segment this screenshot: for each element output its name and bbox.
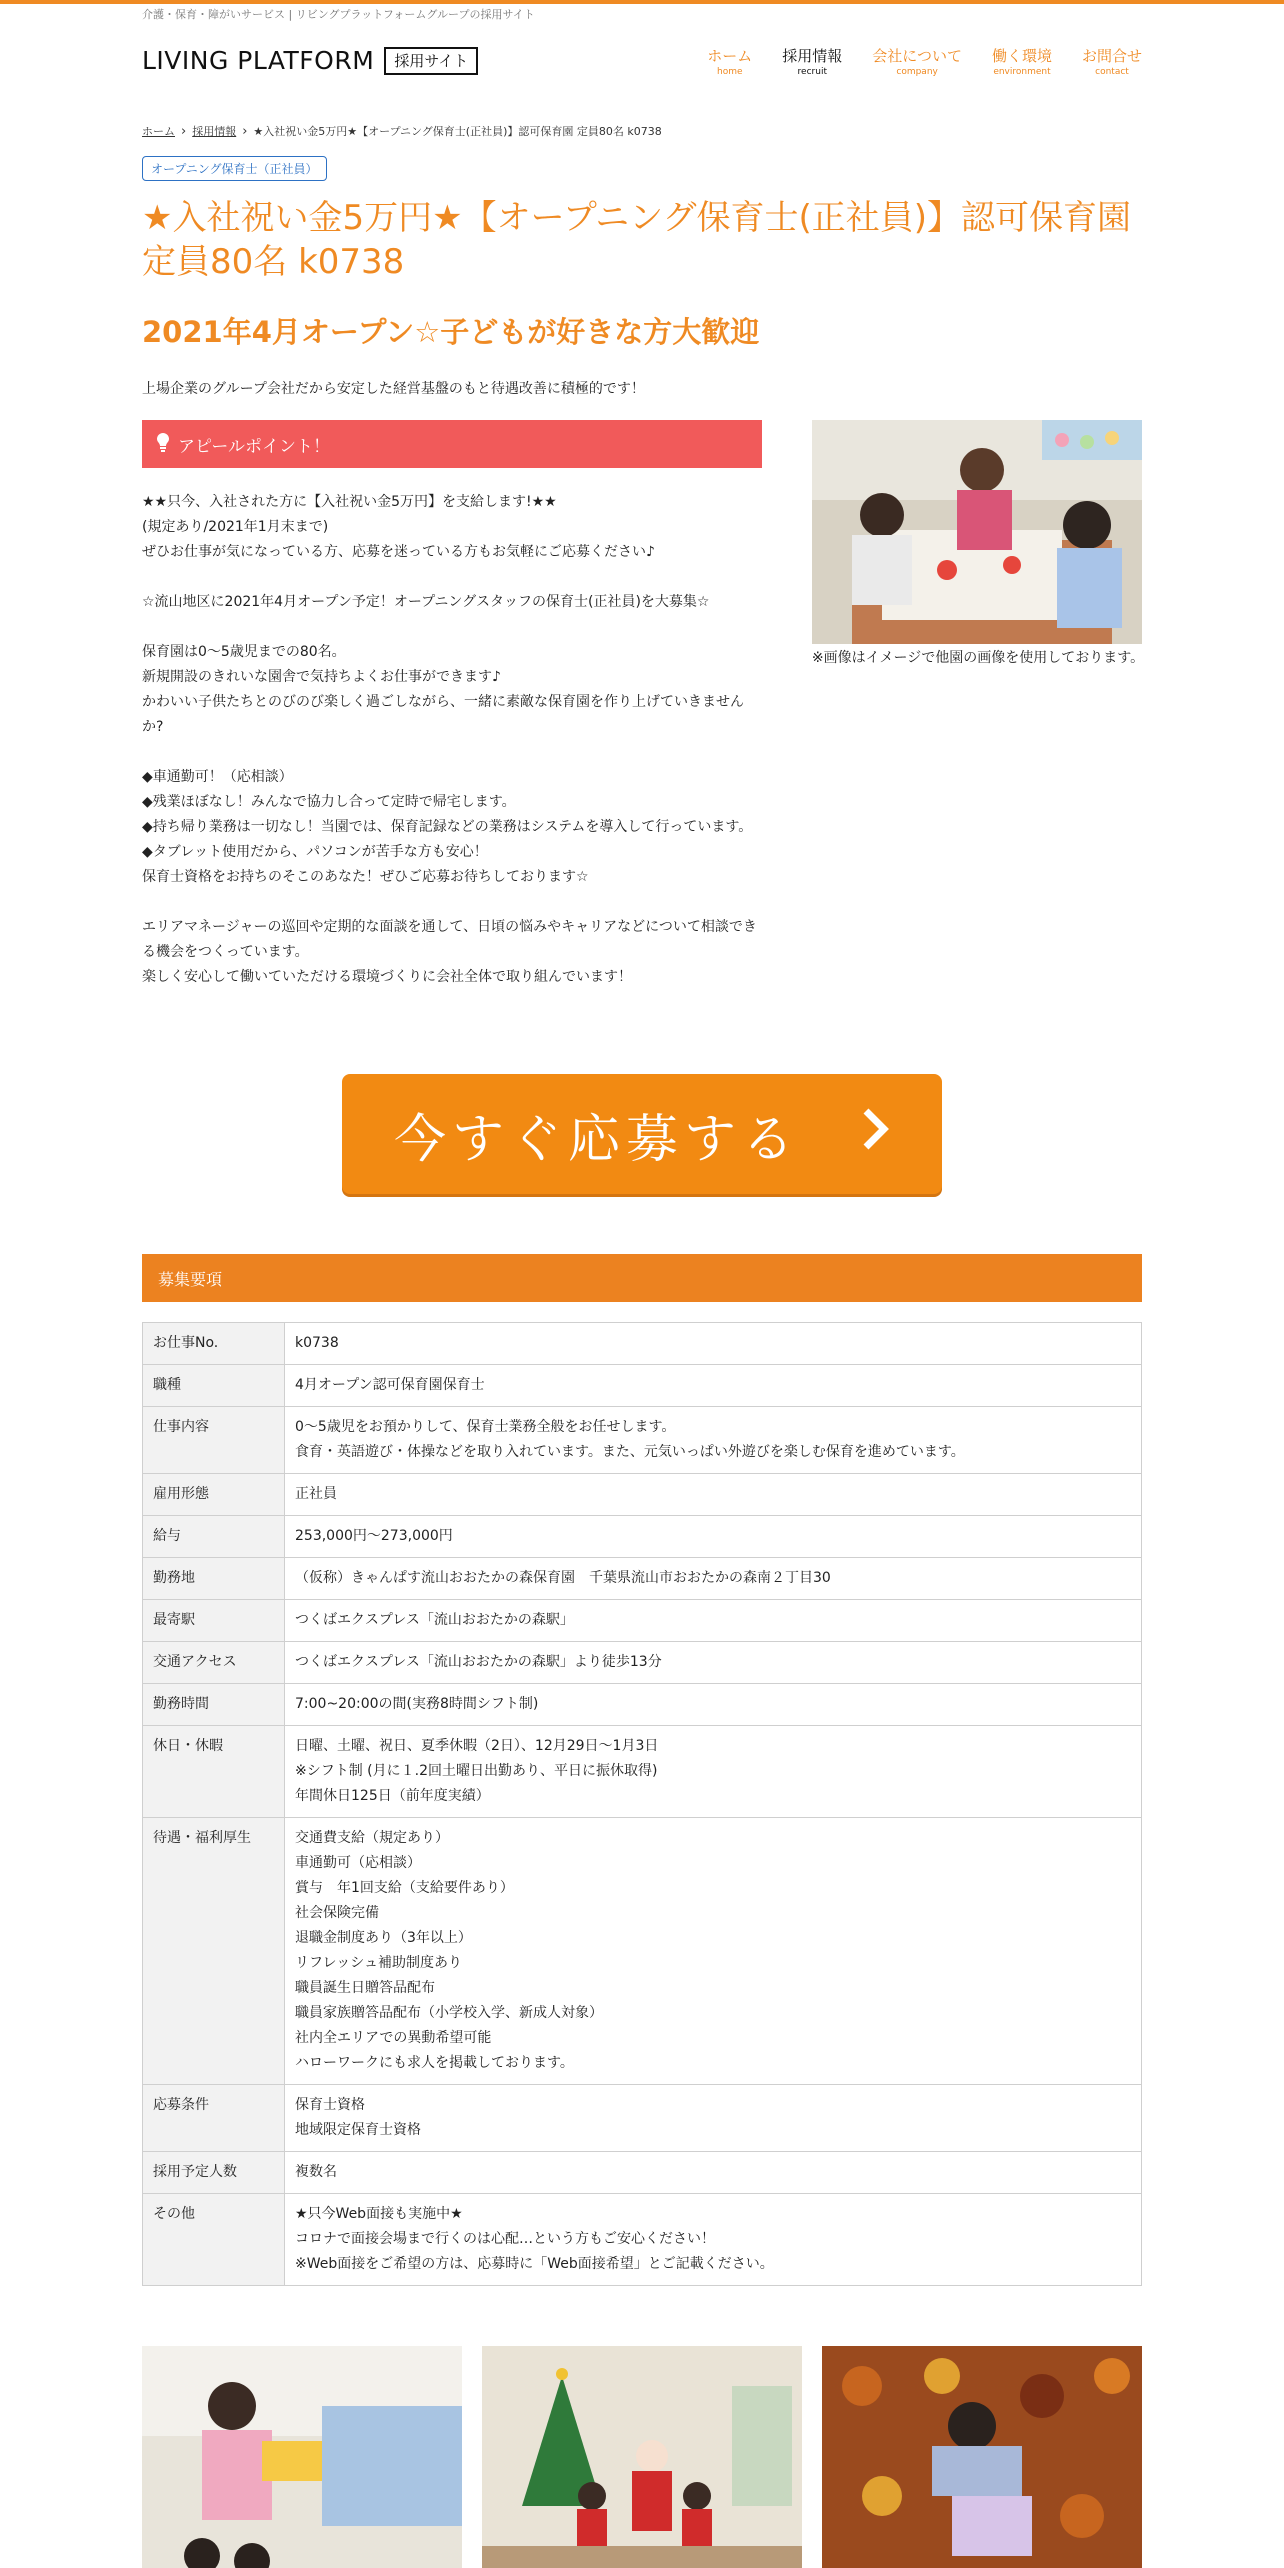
lead-text: 上場企業のグループ会社だから安定した経営基盤のもと待遇改善に積極的です！ [142, 381, 645, 397]
table-row [143, 1642, 1142, 1684]
row-label: 雇用形態 [143, 1474, 285, 1516]
top-accent-bar [0, 0, 1284, 4]
breadcrumb [142, 123, 662, 139]
appeal-paragraph: ☆流山地区に2021年4月オープン予定！オープニングスタッフの保育士(正社員)を大募集☆ [142, 594, 710, 610]
row-label: 待遇・福利厚生 [143, 1818, 285, 2085]
breadcrumb-recruit-link[interactable]: 採用情報 [192, 125, 237, 138]
table-row [143, 1323, 1142, 1365]
appeal-heading-label: アピールポイント！ [178, 436, 330, 457]
appeal-paragraph: ◆車通勤可！（応相談） ◆残業ほぼなし！みんなで協力し合って定時で帰宅します。 ◆持ち帰り業務は一切なし！当園では、保育記録などの業務はシステムを導入して行っています。 ◆タブレット使用だから、パソコンが苦手な方も安心！ 保育士資格をお持ちのそこのあなた！ぜひご応募お待ちしております☆ [142, 769, 753, 885]
table-row [143, 1818, 1142, 2085]
table-row [143, 1365, 1142, 1407]
breadcrumb-current: ★入社祝い金5万円★【オープニング保育士(正社員)】認可保育園 定員80名 k0738 [253, 125, 662, 138]
main-nav [707, 46, 1142, 78]
site-logo[interactable] [142, 46, 478, 75]
table-row [143, 2152, 1142, 2194]
appeal-paragraph: エリアマネージャーの巡回や定期的な面談を通して、日頃の悩みやキャリアなどについて相談できる機会をつくっています。 楽しく安心して働いていただける環境づくりに会社全体で取り組んでいます！ [142, 919, 757, 985]
nav-environment[interactable] [992, 46, 1052, 78]
requirements-table [142, 1322, 1142, 2286]
row-value: つくばエクスプレス「流山おおたかの森駅」 [285, 1600, 1142, 1642]
row-label: 勤務地 [143, 1558, 285, 1600]
row-value: k0738 [285, 1323, 1142, 1365]
nav-contact[interactable] [1082, 46, 1142, 78]
nav-company-label: 会社について [872, 47, 962, 65]
row-value: 7:00~20:00の間(実務8時間シフト制) [285, 1684, 1142, 1726]
table-row [143, 1407, 1142, 1474]
appeal-paragraph: ★★只今、入社された方に【入社祝い金5万円】を支給します!★★ (規定あり/2021年1月末まで) ぜひお仕事が気になっている方、応募を迷っている方もお気軽にご応募ください♪ [142, 494, 655, 560]
nav-recruit-label: 採用情報 [782, 47, 843, 65]
nav-contact-label: お問合せ [1081, 47, 1142, 65]
nav-environment-label: 働く環境 [991, 47, 1052, 65]
table-row [143, 1558, 1142, 1600]
logo-badge: 採用サイト [384, 47, 478, 75]
nav-home-label: ホーム [707, 47, 753, 65]
row-value: 253,000円～273,000円 [285, 1516, 1142, 1558]
gallery-photo-reading [142, 2346, 462, 2568]
row-value: 複数名 [285, 2152, 1142, 2194]
appeal-heading [142, 420, 762, 468]
appeal-body [142, 490, 762, 1015]
breadcrumb-home-link[interactable]: ホーム [142, 125, 175, 138]
chevron-right-icon [860, 1105, 890, 1163]
apply-now-label: 今すぐ応募する [393, 1109, 800, 1170]
row-value: ★只今Web面接も実施中★ コロナで面接会場まで行くのは心配…という方もご安心ください！ ※Web面接をご希望の方は、応募時に「Web面接希望」とご記載ください。 [285, 2194, 1142, 2286]
page-subtitle: 2021年4月オープン☆子どもが好きな方大歓迎 [142, 315, 760, 349]
page-title: ★入社祝い金5万円★【オープニング保育士(正社員)】認可保育園 定員80名 k0738 [142, 198, 1132, 282]
row-label: 採用予定人数 [143, 2152, 285, 2194]
table-row [143, 1726, 1142, 1818]
row-label: 休日・休暇 [143, 1726, 285, 1818]
table-row [143, 1474, 1142, 1516]
row-label: 応募条件 [143, 2085, 285, 2152]
chevron-right-icon: › [242, 123, 248, 139]
gallery-photo-christmas [482, 2346, 802, 2568]
nav-home[interactable] [707, 46, 752, 78]
row-value: 保育士資格 地域限定保育士資格 [285, 2085, 1142, 2152]
row-label: 勤務時間 [143, 1684, 285, 1726]
photo-caption: ※画像はイメージで他園の画像を使用しております。 [811, 650, 1145, 666]
gallery-photo-autumn [822, 2346, 1142, 2568]
nursery-photo [812, 420, 1142, 644]
row-label: お仕事No. [143, 1323, 285, 1365]
nav-recruit-sublabel: recruit [797, 67, 827, 77]
chevron-right-icon: › [181, 123, 187, 139]
photo-gallery [142, 2346, 1142, 2568]
row-value: 4月オープン認可保育園保育士 [285, 1365, 1142, 1407]
table-row [143, 2194, 1142, 2286]
row-label: 給与 [143, 1516, 285, 1558]
nav-company[interactable] [872, 46, 962, 78]
nav-home-sublabel: home [716, 67, 743, 77]
appeal-paragraph: 保育園は0～5歳児までの80名。 新規開設のきれいな園舎で気持ちよくお仕事ができます♪ かわいい子供たちとのびのび楽しく過ごしながら、一緒に素敵な保育園を作り上げていきませんか? [142, 644, 744, 735]
logo-text: LIVING PLATFORM [142, 46, 375, 75]
apply-now-button[interactable] [342, 1074, 942, 1194]
table-row [143, 1684, 1142, 1726]
table-row [143, 2085, 1142, 2152]
table-row [143, 1600, 1142, 1642]
row-label: 仕事内容 [143, 1407, 285, 1474]
row-value: 0～5歳児をお預かりして、保育士業務全般をお任せします。 食育・英語遊び・体操などを取り入れています。また、元気いっぱい外遊びを楽しむ保育を進めています。 [285, 1407, 1142, 1474]
nav-environment-sublabel: environment [993, 67, 1051, 77]
nav-company-sublabel: company [896, 67, 938, 77]
nav-recruit[interactable] [782, 46, 842, 78]
requirements-heading: 募集要項 [142, 1254, 1142, 1302]
table-row [143, 1516, 1142, 1558]
row-value: 交通費支給（規定あり） 車通勤可（応相談） 賞与 年1回支給（支給要件あり） 社会保険完備 退職金制度あり（3年以上） リフレッシュ補助制度あり 職員誕生日贈答品配布 職員家族贈答品配布（小学校入学、新成人対象） 社内全エリアでの異動希望可能 ハローワークにも求人を掲載しております。 [285, 1818, 1142, 2085]
row-value: （仮称）きゃんぱす流山おおたかの森保育園 千葉県流山市おおたかの森南２丁目30 [285, 1558, 1142, 1600]
row-label: 交通アクセス [143, 1642, 285, 1684]
category-badge[interactable]: オープニング保育士（正社員） [142, 156, 327, 181]
row-label: 職種 [143, 1365, 285, 1407]
lightbulb-icon [154, 431, 172, 458]
row-value: 正社員 [285, 1474, 1142, 1516]
row-label: その他 [143, 2194, 285, 2286]
nav-contact-sublabel: contact [1095, 67, 1129, 77]
row-value: つくばエクスプレス「流山おおたかの森駅」より徒歩13分 [285, 1642, 1142, 1684]
row-label: 最寄駅 [143, 1600, 285, 1642]
row-value: 日曜、土曜、祝日、夏季休暇（2日）、12月29日～1月3日 ※シフト制 (月に１.2回土曜日出勤あり、平日に振休取得) 年間休日125日（前年度実績） [285, 1726, 1142, 1818]
site-tagline: 介護・保育・障がいサービス | リビングプラットフォームグループの採用サイト [142, 8, 535, 21]
